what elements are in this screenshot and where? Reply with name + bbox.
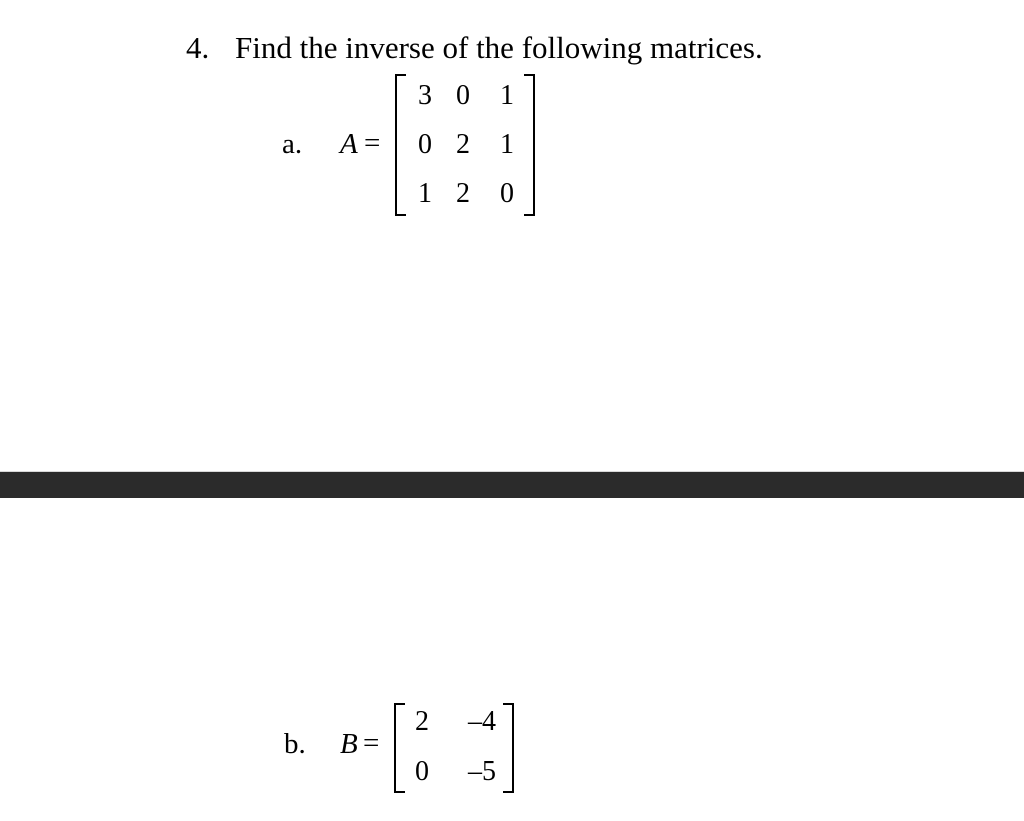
matrix-a-cell: 1 [418, 178, 432, 209]
matrix-a-cell: 0 [456, 80, 470, 111]
part-a-label: a. [282, 128, 303, 160]
matrix-a-cell: 1 [500, 129, 514, 160]
question-number: 4. [186, 30, 210, 65]
matrix-b-cell: 0 [415, 756, 429, 787]
matrix-b-equals: = [363, 727, 380, 759]
matrix-a-cell: 3 [418, 80, 432, 111]
matrix-a-cell: 0 [500, 178, 514, 209]
matrix-a-cell: 2 [456, 178, 470, 209]
matrix-b-cell: –4 [468, 706, 496, 737]
matrix-a [395, 74, 535, 216]
matrix-b-cell: 2 [415, 706, 429, 737]
part-b-label: b. [284, 728, 306, 760]
matrix-a-equals: = [364, 127, 381, 159]
matrix-a-cell: 0 [418, 129, 432, 160]
matrix-a-cell: 2 [456, 129, 470, 160]
matrix-b [394, 703, 514, 793]
question-text: Find the inverse of the following matrices. [235, 30, 763, 65]
matrix-a-variable: A [340, 128, 358, 160]
matrix-a-cell: 1 [500, 80, 514, 111]
matrix-b-variable: B [340, 728, 358, 760]
section-divider [0, 471, 1024, 498]
matrix-b-cell: –5 [468, 756, 496, 787]
